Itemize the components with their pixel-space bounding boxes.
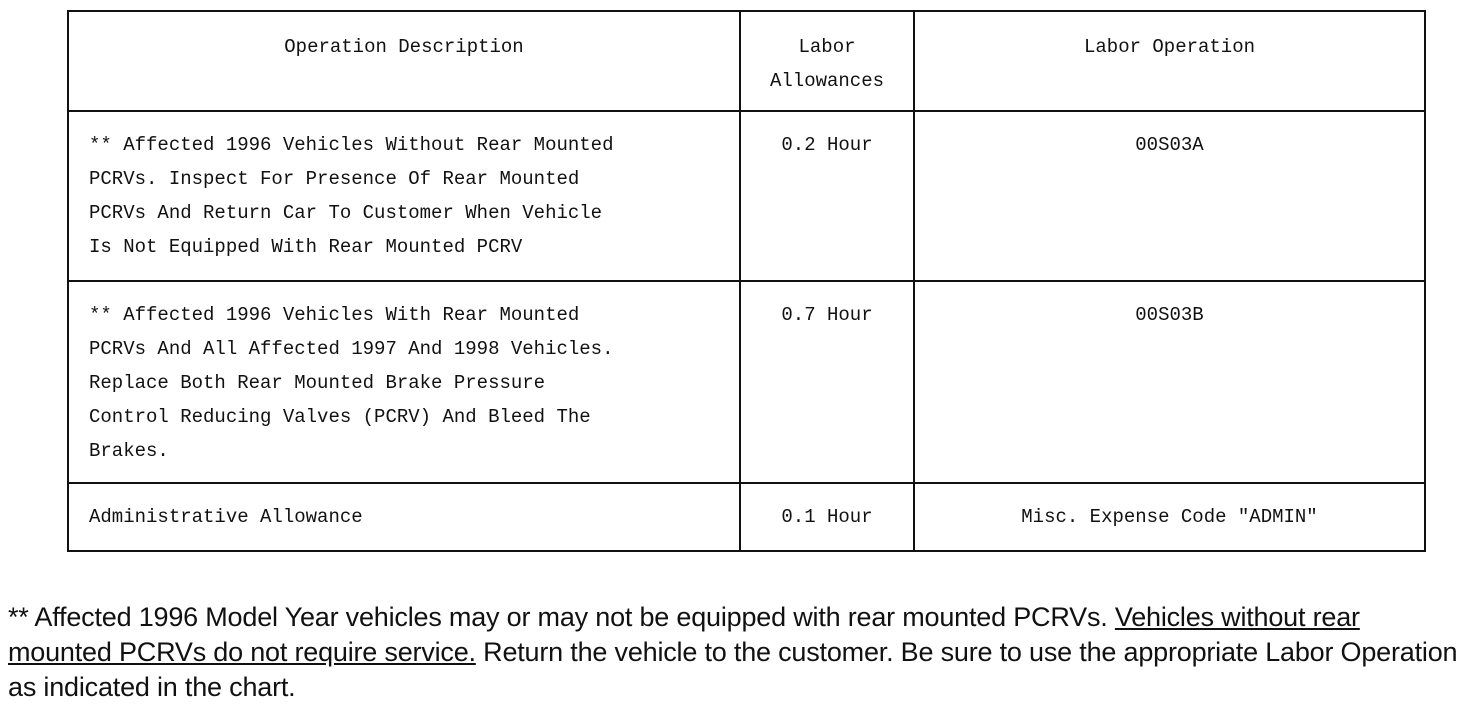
labor-allowance-cell: 0.1 Hour	[740, 483, 914, 551]
labor-operations-table	[67, 10, 1426, 552]
operation-description-cell	[68, 281, 740, 483]
description-line: Replace Both Rear Mounted Brake Pressure	[89, 372, 546, 394]
description-line: Brakes.	[89, 440, 169, 462]
description-line: Control Reducing Valves (PCRV) And Bleed The	[89, 406, 591, 428]
footnote-underlined-text: Vehicles without rear mounted PCRVs do not require service.	[8, 602, 1360, 667]
description-line: Administrative Allowance	[89, 506, 363, 528]
labor-operation-cell: 00S03A	[914, 111, 1425, 281]
header-labor-operation-label: Labor Operation	[1083, 36, 1256, 58]
header-operation-description	[68, 11, 740, 111]
footnote-lead: ** Affected 1996 Model Year vehicles may or may not be equipped with rear mounted PCRVs.	[8, 602, 1115, 632]
table-header-row	[68, 11, 1425, 111]
header-operation-description-label: Operation Description	[284, 36, 524, 58]
description-line: PCRVs And Return Car To Customer When Vehicle	[89, 202, 603, 224]
labor-allowance-cell: 0.7 Hour	[740, 281, 914, 483]
table-row	[68, 483, 1425, 551]
operation-description-cell	[68, 111, 740, 281]
labor-operation-cell: 00S03B	[914, 281, 1425, 483]
header-labor-allowances-line2: Allowances	[769, 70, 885, 92]
footnote-tail: Return the vehicle to the customer. Be sure to use the appropriate Labor Operation as indicated in the chart.	[8, 637, 1458, 702]
header-labor-allowances-line1: Labor	[798, 36, 856, 58]
description-line: PCRVs. Inspect For Presence Of Rear Mounted	[89, 168, 580, 190]
header-labor-operation	[914, 11, 1425, 111]
operation-description-cell	[68, 483, 740, 551]
description-line: Is Not Equipped With Rear Mounted PCRV	[89, 236, 523, 258]
header-labor-allowances	[740, 11, 914, 111]
table-row	[68, 281, 1425, 483]
description-line: ** Affected 1996 Vehicles Without Rear Mounted	[89, 134, 614, 156]
labor-allowance-cell: 0.2 Hour	[740, 111, 914, 281]
description-line: ** Affected 1996 Vehicles With Rear Mounted	[89, 304, 580, 326]
labor-operation-cell: Misc. Expense Code "ADMIN"	[914, 483, 1425, 551]
footnote-paragraph	[8, 600, 1470, 705]
description-line: PCRVs And All Affected 1997 And 1998 Vehicles.	[89, 338, 614, 360]
table-row	[68, 111, 1425, 281]
